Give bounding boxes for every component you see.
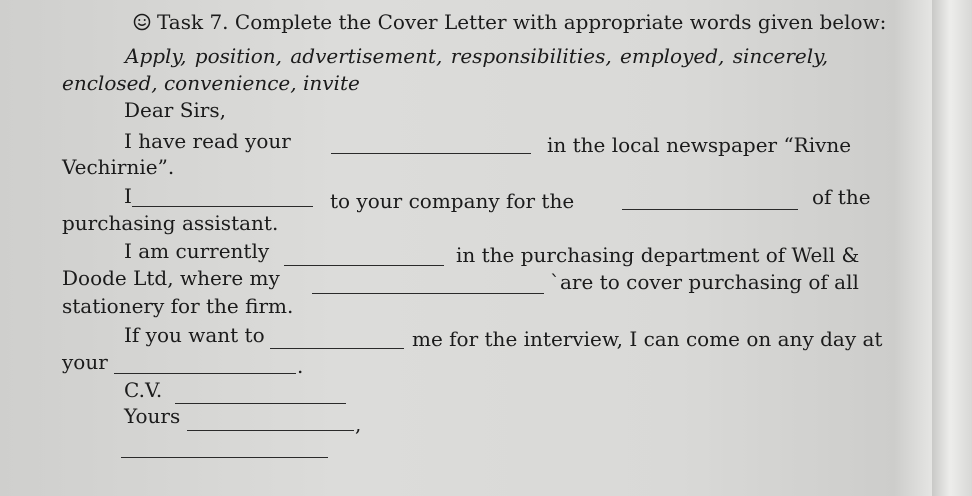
blank-7[interactable] [114,373,296,374]
closing-comma: , [355,412,362,436]
p3-text-d: `are to cover purchasing of all [550,270,859,294]
cv-label: C.V. [124,378,163,402]
yours-label: Yours [124,404,181,428]
p3-text-c: Doode Ltd, where my [62,266,280,290]
blank-1[interactable] [331,153,531,154]
blank-8[interactable] [175,403,346,404]
task-title-text: Task 7. Complete the Cover Letter with appropriate words given below: [157,10,887,34]
p4-text-c: your [62,350,108,374]
blank-4[interactable] [284,265,444,266]
p1-text-c: Vechirnie”. [62,155,175,179]
salutation: Dear Sirs, [124,98,226,122]
blank-2[interactable] [132,206,313,207]
task-title [133,12,886,34]
word-list-line-2: enclosed, convenience, invite [62,71,360,95]
page-edge [932,0,972,496]
blank-10[interactable] [121,457,328,458]
blank-5[interactable] [312,293,544,294]
blank-3[interactable] [622,209,798,210]
blank-6[interactable] [270,348,404,349]
p1-text-a: I have read your [124,129,291,153]
p4-text-b: me for the interview, I can come on any day at [412,327,883,351]
p4-text-d: . [297,354,304,378]
p3-text-b: in the purchasing department of Well & [456,243,860,267]
p2-text-d: purchasing assistant. [62,211,279,235]
p2-text-a: I [124,184,132,208]
smiley-icon [133,13,151,34]
word-list-line-1: Apply, position, advertisement, responsibilities, employed, sincerely, [125,44,829,68]
p3-text-a: I am currently [124,239,270,263]
p3-text-e: stationery for the firm. [62,294,294,318]
p1-text-b: in the local newspaper “Rivne [547,133,852,157]
blank-9[interactable] [187,430,354,431]
p2-text-b: to your company for the [330,189,575,213]
p2-text-c: of the [812,185,871,209]
p4-text-a: If you want to [124,323,265,347]
